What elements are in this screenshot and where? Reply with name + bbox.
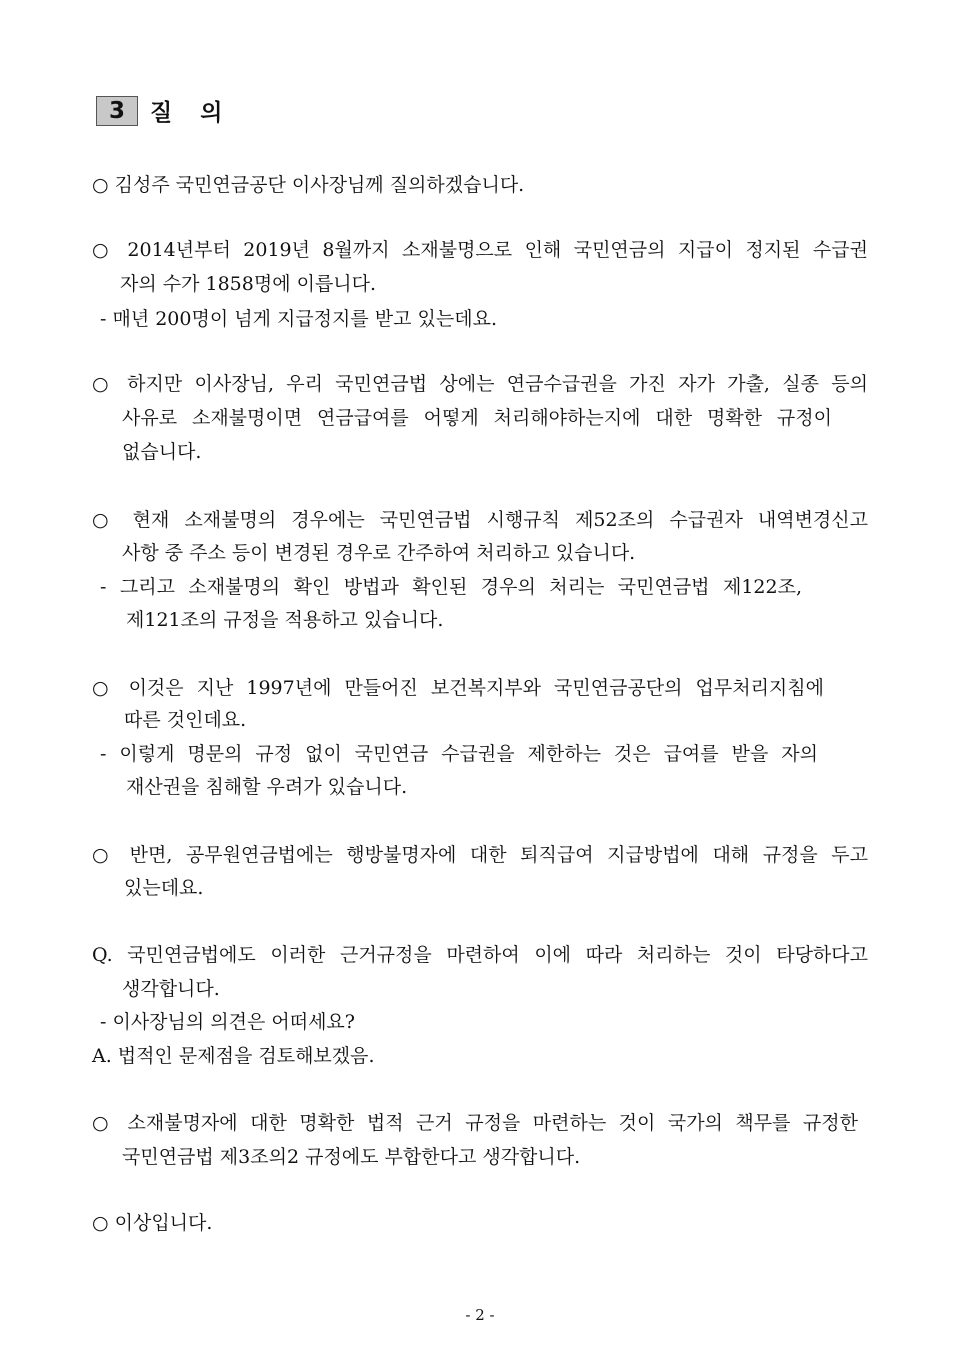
section-heading (96, 94, 232, 127)
question-line: Q. 국민연금법에도 이러한 근거규정을 마련하여 이에 따라 처리하는 것이 타당하다고 (92, 944, 868, 966)
text-line: ○ 김성주 국민연금공단 이사장님께 질의하겠습니다. (92, 174, 525, 196)
text-line: 생각합니다. (122, 978, 220, 1000)
text-line: ○ 소재불명자에 대한 명확한 법적 근거 규정을 마련하는 것이 국가의 책무를 규정한 (92, 1112, 858, 1134)
text-line: 있는데요. (124, 877, 204, 899)
text-line: ○ 현재 소재불명의 경우에는 국민연금법 시행규칙 제52조의 수급권자 내역변경신고 (92, 509, 868, 531)
text-line: ○ 이상입니다. (92, 1212, 213, 1234)
text-line: - 이렇게 명문의 규정 없이 국민연금 수급권을 제한하는 것은 급여를 받을 자의 (100, 743, 818, 765)
text-line: 사항 중 주소 등이 변경된 경우로 간주하여 처리하고 있습니다. (122, 542, 636, 564)
text-line: ○ 하지만 이사장님, 우리 국민연금법 상에는 연금수급권을 가진 자가 가출, 실종 등의 (92, 373, 868, 395)
answer-line: A. 법적인 문제점을 검토해보겠음. (92, 1045, 375, 1067)
text-line: 자의 수가 1858명에 이릅니다. (120, 273, 377, 295)
text-line: 국민연금법 제3조의2 규정에도 부합한다고 생각합니다. (122, 1146, 581, 1168)
text-line: ○ 이것은 지난 1997년에 만들어진 보건복지부와 국민연금공단의 업무처리지침에 (92, 677, 824, 699)
text-line: - 매년 200명이 넘게 지급정지를 받고 있는데요. (100, 308, 497, 330)
text-line: ○ 반면, 공무원연금법에는 행방불명자에 대한 퇴직급여 지급방법에 대해 규정을 두고 (92, 844, 868, 866)
text-line: 사유로 소재불명이면 연금급여를 어떻게 처리해야하는지에 대한 명확한 규정이 (122, 407, 832, 429)
section-title: 질 의 (150, 100, 233, 126)
text-line: - 이사장님의 의견은 어떠세요? (100, 1011, 355, 1033)
text-line: 재산권을 침해할 우려가 있습니다. (126, 776, 408, 798)
text-line: 없습니다. (122, 441, 202, 463)
page-number: - 2 - (465, 1306, 495, 1324)
text-line: 따른 것인데요. (124, 709, 247, 731)
section-number-box: 3 (96, 96, 138, 126)
text-line: ○ 2014년부터 2019년 8월까지 소재불명으로 인해 국민연금의 지급이 정지된 수급권 (92, 239, 868, 261)
text-line: 제121조의 규정을 적용하고 있습니다. (126, 609, 444, 631)
text-line: - 그리고 소재불명의 확인 방법과 확인된 경우의 처리는 국민연금법 제122조, (100, 576, 802, 598)
